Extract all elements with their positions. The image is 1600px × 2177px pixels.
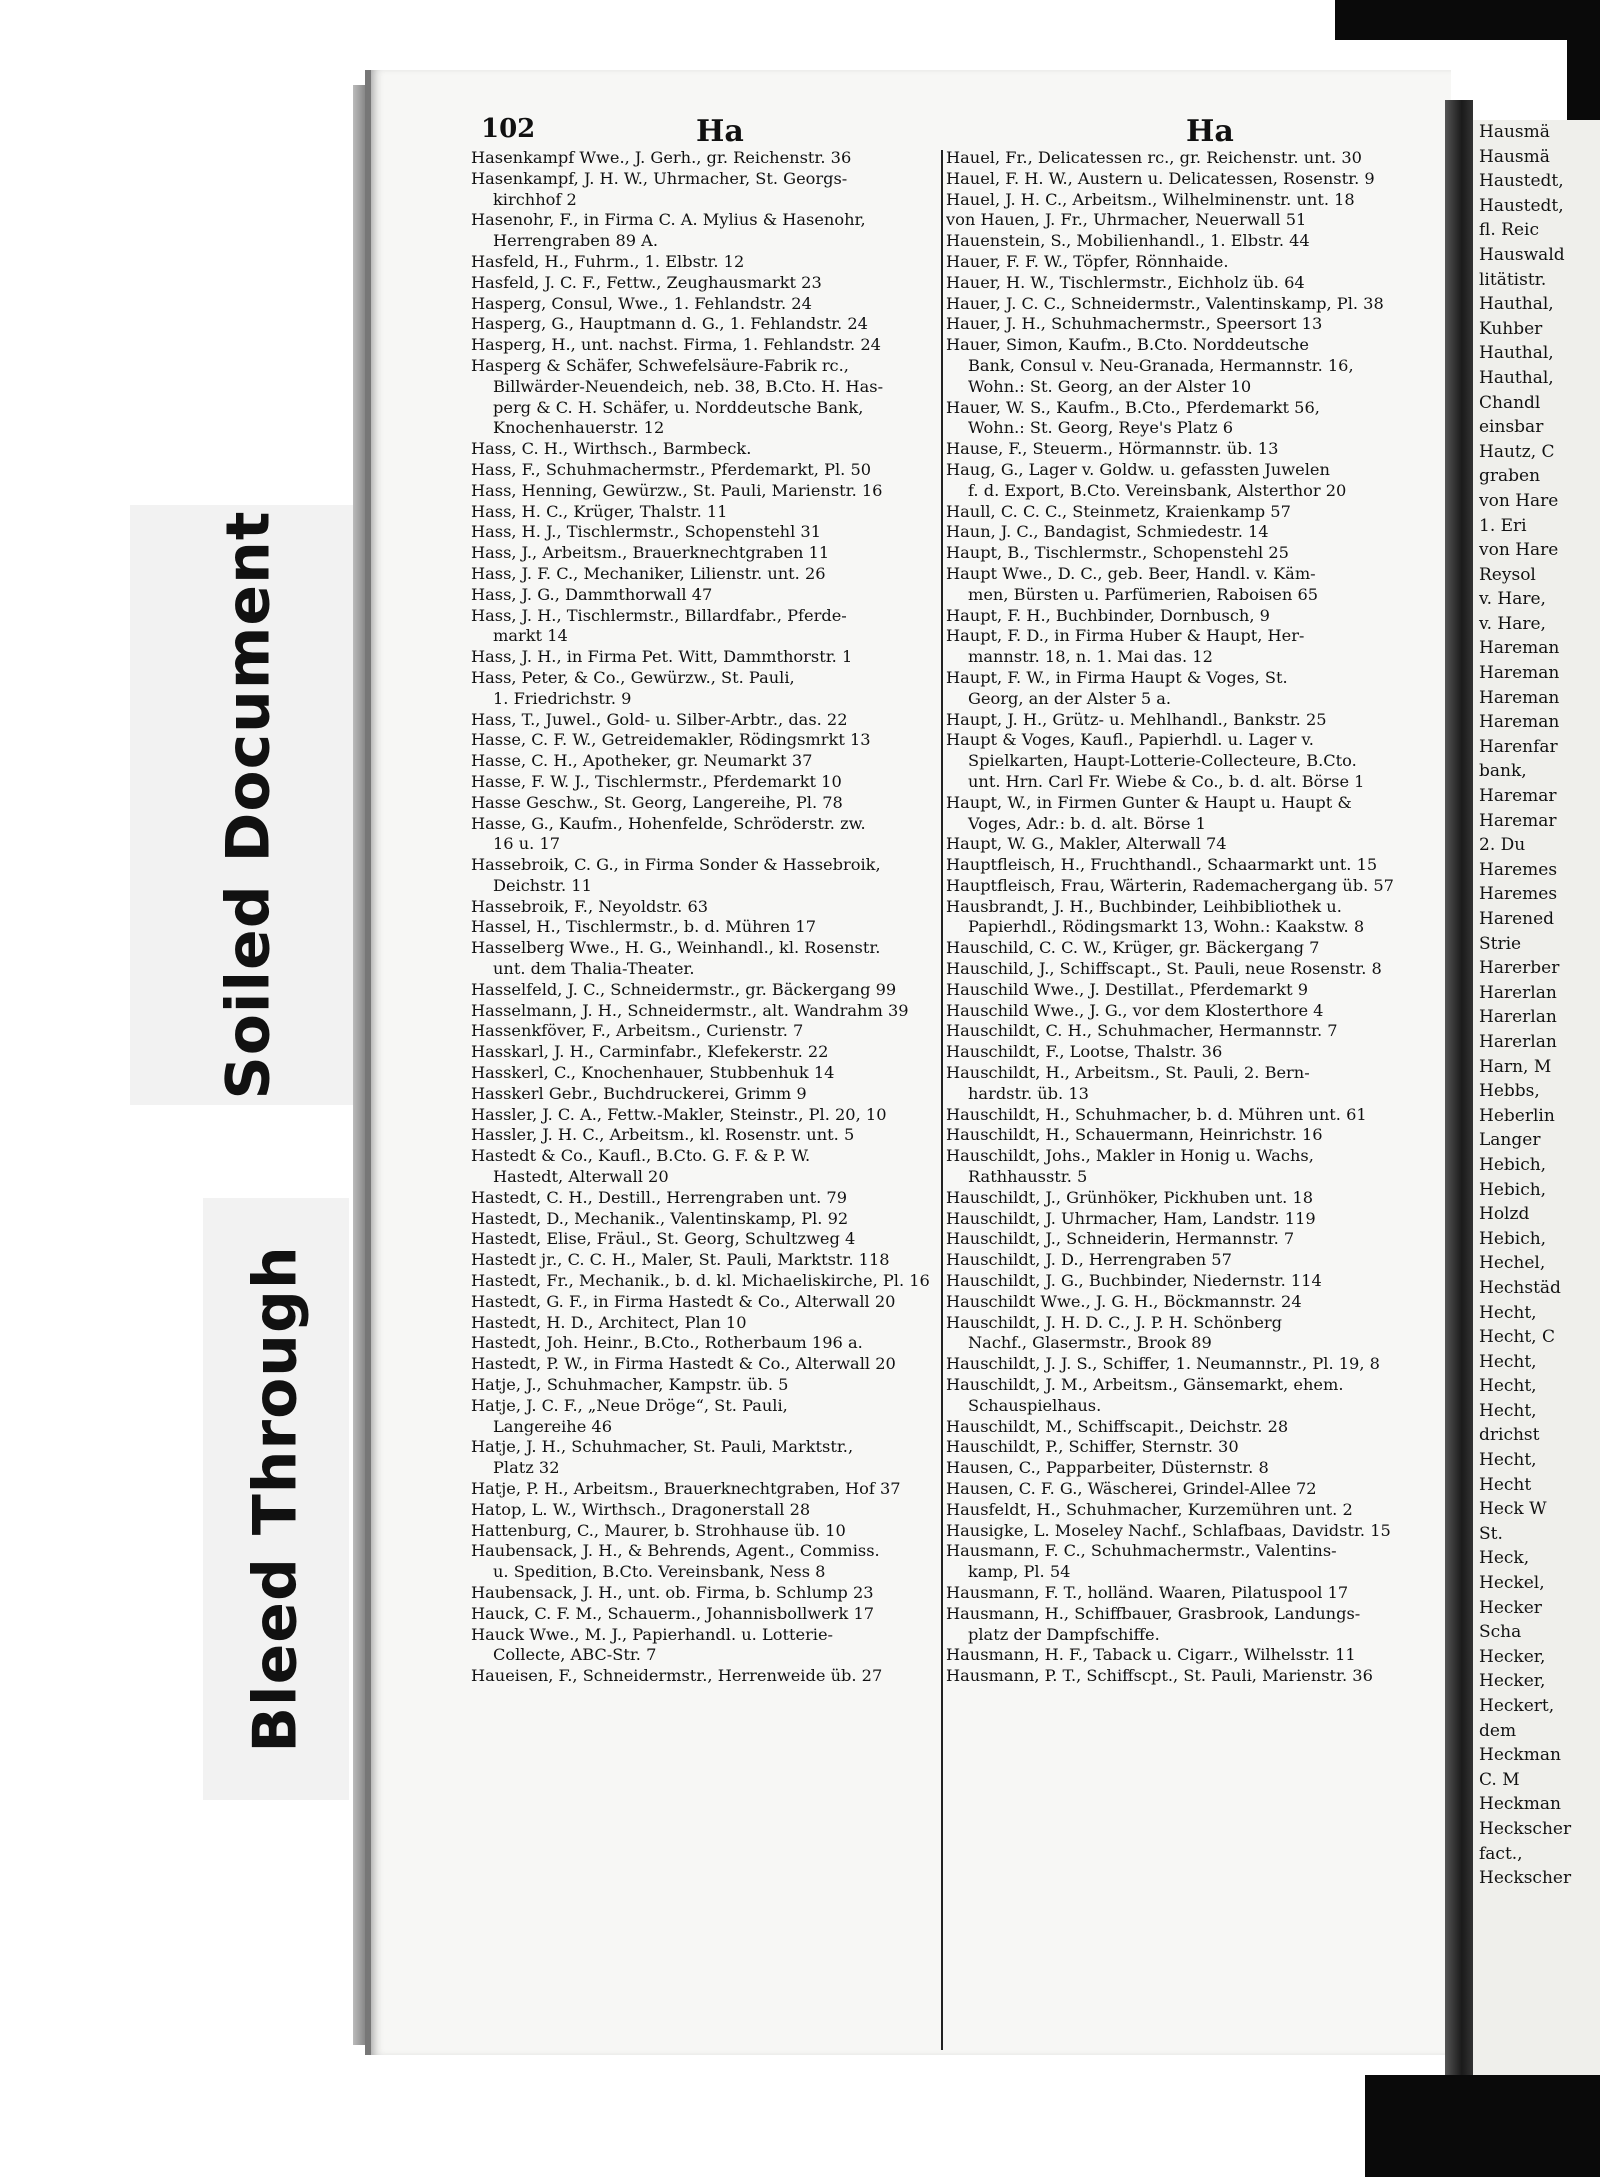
directory-entry: Haupt & Voges, Kaufl., Papierhdl. u. Lager v. <box>946 730 1314 750</box>
directory-entry: Hauel, J. H. C., Arbeitsm., Wilhelminenstr. unt. 18 <box>946 189 1355 209</box>
directory-entry: Haull, C. C. C., Steinmetz, Kraienkamp 57 <box>946 501 1291 521</box>
directory-entry: Hastedt, Joh. Heinr., B.Cto., Rotherbaum 196 a. <box>471 1333 863 1353</box>
adjacent-page-line: Kuhber <box>1479 318 1543 339</box>
adjacent-page-line: Hauthal, <box>1479 294 1554 315</box>
directory-entry: Haupt, W. G., Makler, Alterwall 74 <box>946 834 1227 854</box>
adjacent-page-line: drichst <box>1479 1425 1540 1446</box>
directory-entry: Hatje, J., Schuhmacher, Kampstr. üb. 5 <box>471 1375 789 1395</box>
directory-entry: Rathhausstr. 5 <box>968 1167 1088 1187</box>
directory-entry: unt. Hrn. Carl Fr. Wiebe & Co., b. d. alt. Börse 1 <box>968 771 1365 791</box>
directory-entry: Hauschildt, J. D., Herrengraben 57 <box>946 1250 1232 1270</box>
directory-entry: Hausfeldt, H., Schuhmacher, Kurzemühren unt. 2 <box>946 1499 1353 1519</box>
adjacent-page-line: Harened <box>1479 909 1555 929</box>
directory-entry: Hauschildt, H., Arbeitsm., St. Pauli, 2. Bern- <box>946 1063 1310 1083</box>
directory-entry: Hass, C. H., Wirthsch., Barmbeck. <box>471 439 752 459</box>
book-gutter <box>1445 100 1473 2080</box>
adjacent-page-line: Hebich, <box>1479 1179 1547 1200</box>
directory-entry: Spielkarten, Haupt-Lotterie-Collecteure, B.Cto. <box>968 751 1357 771</box>
directory-entry: Haug, G., Lager v. Goldw. u. gefassten Juwelen <box>946 459 1330 479</box>
directory-entry: Hauschildt, H., Schauermann, Heinrichstr. 16 <box>946 1125 1323 1145</box>
bleed-through-text: Bleed Through <box>241 1245 312 1753</box>
adjacent-page-line: Heckscher <box>1479 1818 1572 1839</box>
adjacent-page-line: Hareman <box>1479 638 1560 659</box>
directory-entry: Hasselmann, J. H., Schneidermstr., alt. Wandrahm 39 <box>471 1000 909 1020</box>
adjacent-page-line: Hebich, <box>1479 1154 1547 1175</box>
page-edge <box>353 85 365 2045</box>
adjacent-page-line: Hareman <box>1479 663 1560 684</box>
directory-entry: Hasperg, H., unt. nachst. Firma, 1. Fehlandstr. 24 <box>471 335 881 355</box>
directory-entry: Hausen, C., Papparbeiter, Düsternstr. 8 <box>946 1458 1269 1478</box>
column-divider <box>941 150 943 2050</box>
directory-entry: Hassebroik, C. G., in Firma Sonder & Hassebroik, <box>471 855 881 875</box>
directory-entry: Hauschildt, Johs., Makler in Honig u. Wachs, <box>946 1146 1314 1166</box>
directory-entry: Hauschildt, P., Schiffer, Sternstr. 30 <box>946 1437 1239 1457</box>
directory-entry: Hastedt, P. W., in Firma Hastedt & Co., Alterwall 20 <box>471 1354 896 1374</box>
bleed-through-label <box>203 1198 349 1800</box>
directory-entry: Hass, F., Schuhmachermstr., Pferdemarkt, Pl. 50 <box>471 459 872 479</box>
document-page <box>365 70 1451 2055</box>
scan-border-right <box>1567 0 1600 120</box>
directory-entry: Hatop, L. W., Wirthsch., Dragonerstall 28 <box>471 1499 811 1519</box>
directory-entry: Hatje, J. C. F., „Neue Dröge“, St. Pauli, <box>471 1395 788 1415</box>
directory-entry: platz der Dampfschiffe. <box>968 1624 1160 1644</box>
directory-entry: Hauer, W. S., Kaufm., B.Cto., Pferdemarkt 56, <box>946 397 1320 417</box>
adjacent-page-line: fl. Reic <box>1479 220 1539 241</box>
directory-entry: Hausbrandt, J. H., Buchbinder, Leihbibliothek u. <box>946 896 1342 916</box>
adjacent-page-line: von Hare <box>1479 540 1559 561</box>
directory-entry: Haupt, B., Tischlermstr., Schopenstehl 25 <box>946 543 1289 563</box>
directory-entry: kirchhof 2 <box>493 189 577 209</box>
directory-entry: Hasenohr, F., in Firma C. A. Mylius & Hasenohr, <box>471 210 866 230</box>
scan-border-top <box>1335 0 1600 40</box>
directory-entry: Hauer, Simon, Kaufm., B.Cto. Norddeutsche <box>946 335 1309 355</box>
page-number: 102 <box>481 114 536 144</box>
directory-entry: Deichstr. 11 <box>493 875 592 895</box>
directory-entry: perg & C. H. Schäfer, u. Norddeutsche Bank, <box>493 397 864 417</box>
directory-entry: Haupt, W., in Firmen Gunter & Haupt u. Haupt & <box>946 792 1352 812</box>
directory-entry: Hastedt, Fr., Mechanik., b. d. kl. Michaeliskirche, Pl. 16 <box>471 1271 930 1291</box>
directory-entry: Hauer, F. F. W., Töpfer, Rönnhaide. <box>946 251 1229 271</box>
directory-entry: von Hauen, J. Fr., Uhrmacher, Neuerwall 51 <box>946 210 1307 230</box>
adjacent-page-line: bank, <box>1479 761 1527 782</box>
adjacent-page-line: Harenfar <box>1479 736 1558 757</box>
directory-entry: Hass, J. H., in Firma Pet. Witt, Dammthorstr. 1 <box>471 647 853 667</box>
adjacent-page-fragment <box>1473 120 1600 2075</box>
directory-entry: Hausigke, L. Moseley Nachf., Schlafbaas, Davidstr. 15 <box>946 1520 1391 1540</box>
directory-entry: Hauel, F. H. W., Austern u. Delicatessen, Rosenstr. 9 <box>946 168 1375 188</box>
adjacent-page-line: Heck W <box>1479 1499 1547 1520</box>
soiled-document-label <box>130 505 366 1105</box>
directory-entry: Hassenkföver, F., Arbeitsm., Curienstr. 7 <box>471 1021 804 1041</box>
adjacent-page-line: Haremar <box>1479 786 1557 807</box>
directory-entry: Hasperg, Consul, Wwe., 1. Fehlandstr. 24 <box>471 293 812 313</box>
directory-entry: Hausmann, F. T., holländ. Waaren, Pilatuspool 17 <box>946 1582 1349 1602</box>
adjacent-page-line: v. Hare, <box>1479 613 1546 634</box>
directory-entry: u. Spedition, B.Cto. Vereinsbank, Ness 8 <box>493 1562 826 1582</box>
directory-entry: Haun, J. C., Bandagist, Schmiedestr. 14 <box>946 522 1269 542</box>
directory-entry: unt. dem Thalia-Theater. <box>493 959 695 979</box>
directory-entry: 1. Friedrichstr. 9 <box>493 688 632 708</box>
directory-entry: Schauspielhaus. <box>968 1395 1102 1415</box>
adjacent-page-line: Hecht, <box>1479 1400 1537 1421</box>
directory-entry: Hass, Henning, Gewürzw., St. Pauli, Marienstr. 16 <box>471 480 883 500</box>
adjacent-page-line: fact., <box>1479 1843 1523 1864</box>
directory-entry: Hauschildt, J. M., Arbeitsm., Gänsemarkt, ehem. <box>946 1375 1344 1395</box>
adjacent-page-line: Hecht, <box>1479 1351 1537 1372</box>
adjacent-page-line: Strie <box>1479 933 1522 954</box>
directory-entry: Hasfeld, J. C. F., Fettw., Zeughausmarkt 23 <box>471 272 822 292</box>
adjacent-page-line: von Hare <box>1479 490 1559 511</box>
directory-entry: Hauschildt, H., Schuhmacher, b. d. Mühren unt. 61 <box>946 1104 1367 1124</box>
adjacent-page-line: Chandl <box>1479 392 1541 413</box>
directory-entry: Hausen, C. F. G., Wäscherei, Grindel-Allee 72 <box>946 1479 1317 1498</box>
soiled-document-text: Soiled Document <box>213 510 284 1100</box>
directory-entry: Hasperg, G., Hauptmann d. G., 1. Fehlandstr. 24 <box>471 314 868 334</box>
directory-entry: Hausmann, H. F., Taback u. Cigarr., Wilhelsstr. 11 <box>946 1645 1356 1665</box>
adjacent-page-line: Hauswald <box>1479 244 1565 265</box>
adjacent-page-line: Haremes <box>1479 884 1558 905</box>
adjacent-page-line: 2. Du <box>1479 835 1526 856</box>
directory-entry: Hatje, P. H., Arbeitsm., Brauerknechtgraben, Hof 37 <box>471 1479 901 1498</box>
directory-entry: Hauschild, J., Schiffscapt., St. Pauli, neue Rosenstr. 8 <box>946 959 1382 979</box>
directory-entry: Wohn.: St. Georg, an der Alster 10 <box>968 376 1252 396</box>
directory-entry: Hass, H. C., Krüger, Thalstr. 11 <box>471 501 728 521</box>
directory-entry: Bank, Consul v. Neu-Granada, Hermannstr. 16, <box>968 355 1354 375</box>
directory-entry: Haupt, F. D., in Firma Huber & Haupt, Her- <box>946 626 1305 646</box>
adjacent-page-line: Haustedt, <box>1479 195 1564 216</box>
directory-entry: Voges, Adr.: b. d. alt. Börse 1 <box>968 813 1206 833</box>
adjacent-page-line: Harn, M <box>1479 1056 1552 1077</box>
adjacent-page-line: Hecht <box>1479 1474 1532 1495</box>
adjacent-page-line: Hauthal, <box>1479 367 1554 388</box>
adjacent-page-line: v. Hare, <box>1479 589 1546 610</box>
directory-entry: Haubensack, J. H., unt. ob. Firma, b. Schlump 23 <box>471 1582 874 1602</box>
adjacent-page-line: Haremes <box>1479 859 1558 880</box>
directory-entry: Hasskerl Gebr., Buchdruckerei, Grimm 9 <box>471 1083 807 1103</box>
left-column-heading: Ha <box>696 114 744 149</box>
directory-entry: f. d. Export, B.Cto. Vereinsbank, Alsterthor 20 <box>968 480 1347 500</box>
adjacent-page-line: einsbar <box>1479 417 1544 438</box>
adjacent-page-line: Hecht, <box>1479 1302 1537 1323</box>
directory-entry: Hauptfleisch, Frau, Wärterin, Rademachergang üb. 57 <box>946 875 1394 895</box>
directory-entry: Hastedt, C. H., Destill., Herrengraben unt. 79 <box>471 1187 847 1207</box>
directory-entry: Hauschildt, M., Schiffscapit., Deichstr. 28 <box>946 1416 1289 1436</box>
adjacent-page-line: litätistr. <box>1479 269 1547 290</box>
directory-entry: Hastedt & Co., Kaufl., B.Cto. G. F. & P. W. <box>471 1146 811 1166</box>
adjacent-page-line: Harerlan <box>1479 982 1557 1003</box>
adjacent-page-line: Hecht, <box>1479 1450 1537 1471</box>
directory-entry: Hass, Peter, & Co., Gewürzw., St. Pauli, <box>471 667 795 687</box>
page-header <box>371 110 1451 150</box>
directory-entry: Hauer, H. W., Tischlermstr., Eichholz üb. 64 <box>946 272 1305 292</box>
directory-entry: Hausmann, H., Schiffbauer, Grasbrook, Landungs- <box>946 1603 1361 1623</box>
directory-entry: Hass, T., Juwel., Gold- u. Silber-Arbtr., das. 22 <box>471 709 848 729</box>
adjacent-page-line: Heckscher <box>1479 1868 1572 1889</box>
adjacent-page-line: Hecker <box>1479 1597 1542 1618</box>
directory-entry: Hauschildt, J., Schneiderin, Hermannstr. 7 <box>946 1229 1295 1249</box>
adjacent-page-line: Hechstäd <box>1479 1277 1561 1298</box>
directory-entry: mannstr. 18, n. 1. Mai das. 12 <box>968 647 1213 667</box>
directory-entry: Hauschild Wwe., J. G., vor dem Klosterthore 4 <box>946 1000 1324 1020</box>
directory-entry: Hauschildt, F., Lootse, Thalstr. 36 <box>946 1042 1223 1062</box>
directory-entry: Hasselberg Wwe., H. G., Weinhandl., kl. Rosenstr. <box>471 938 881 958</box>
adjacent-page-line: Heckman <box>1479 1794 1561 1815</box>
directory-entry: kamp, Pl. 54 <box>968 1562 1071 1582</box>
directory-entry: Georg, an der Alster 5 a. <box>968 688 1172 708</box>
adjacent-page-line: Hecker, <box>1479 1671 1546 1692</box>
right-column <box>946 148 1416 1687</box>
directory-entry: Hass, J. H., Tischlermstr., Billardfabr., Pferde- <box>471 605 847 625</box>
directory-entry: Billwärder-Neuendeich, neb. 38, B.Cto. H. Has- <box>493 376 884 396</box>
directory-entry: Haupt, J. H., Grütz- u. Mehlhandl., Bankstr. 25 <box>946 709 1327 729</box>
directory-entry: hardstr. üb. 13 <box>968 1083 1089 1103</box>
directory-entry: Hasenkampf, J. H. W., Uhrmacher, St. Georgs- <box>471 168 848 188</box>
directory-entry: Hauptfleisch, H., Fruchthandl., Schaarmarkt unt. 15 <box>946 855 1378 875</box>
directory-entry: 16 u. 17 <box>493 834 561 854</box>
directory-entry: Hastedt, G. F., in Firma Hastedt & Co., Alterwall 20 <box>471 1291 896 1311</box>
adjacent-page-line: Haremar <box>1479 810 1557 831</box>
directory-entry: Herrengraben 89 A. <box>493 231 659 251</box>
adjacent-page-line: Reysol <box>1479 564 1536 585</box>
directory-entry: Hauschildt, J., Grünhöker, Pickhuben unt. 18 <box>946 1187 1314 1207</box>
directory-entry: Hauenstein, S., Mobilienhandl., 1. Elbstr. 44 <box>946 231 1310 251</box>
adjacent-page-line: Hecht, <box>1479 1376 1537 1397</box>
directory-entry: Hasselfeld, J. C., Schneidermstr., gr. Bäckergang 99 <box>471 979 897 999</box>
directory-entry: Hasse, C. H., Apotheker, gr. Neumarkt 37 <box>471 751 813 771</box>
directory-entry: Hass, J. G., Dammthorwall 47 <box>471 584 713 604</box>
directory-entry: Hasse, C. F. W., Getreidemakler, Rödingsmrkt 13 <box>471 730 871 750</box>
directory-entry: Nachf., Glasermstr., Brook 89 <box>968 1333 1212 1353</box>
directory-entry: Hausmann, F. C., Schuhmachermstr., Valentins- <box>946 1541 1337 1561</box>
adjacent-page-line: Hareman <box>1479 687 1560 708</box>
adjacent-page-line: Hecker, <box>1479 1646 1546 1667</box>
directory-entry: Hassebroik, F., Neyoldstr. 63 <box>471 896 709 916</box>
directory-entry: Hauschildt, J. Uhrmacher, Ham, Landstr. 119 <box>946 1208 1316 1228</box>
adjacent-page-line: Heckel, <box>1479 1573 1545 1594</box>
directory-entry: Hastedt, Alterwall 20 <box>493 1167 669 1187</box>
directory-entry: Hauck, C. F. M., Schauerm., Johannisbollwerk 17 <box>471 1603 875 1623</box>
directory-entry: Hauck Wwe., M. J., Papierhandl. u. Lotterie- <box>471 1624 834 1644</box>
adjacent-page-line: Harerlan <box>1479 1031 1557 1052</box>
directory-entry: Langereihe 46 <box>493 1416 613 1436</box>
directory-entry: Hauschildt Wwe., J. G. H., Böckmannstr. 24 <box>946 1291 1302 1311</box>
directory-entry: Hauel, Fr., Delicatessen rc., gr. Reichenstr. unt. 30 <box>946 148 1362 167</box>
adjacent-page-line: Hechel, <box>1479 1253 1546 1274</box>
directory-entry: Papierhdl., Rödingsmarkt 13, Wohn.: Kaakstw. 8 <box>968 917 1365 937</box>
adjacent-page-line: C. M <box>1479 1769 1520 1790</box>
directory-entry: Hastedt, D., Mechanik., Valentinskamp, Pl. 92 <box>471 1208 849 1228</box>
directory-entry: Hasskerl, C., Knochenhauer, Stubbenhuk 14 <box>471 1063 835 1083</box>
adjacent-page-line: Hautz, C <box>1479 441 1555 462</box>
adjacent-page-line: Heck, <box>1479 1548 1530 1569</box>
directory-entry: Hass, H. J., Tischlermstr., Schopenstehl 31 <box>471 522 822 542</box>
directory-entry: Hauschildt, J. J. S., Schiffer, 1. Neumannstr., Pl. 19, 8 <box>946 1354 1380 1374</box>
directory-entry: Hasperg & Schäfer, Schwefelsäure-Fabrik rc., <box>471 355 849 375</box>
directory-entry: Platz 32 <box>493 1458 560 1478</box>
adjacent-page-line: 1. Eri <box>1479 515 1527 536</box>
adjacent-page-line: Hausmä <box>1479 122 1550 142</box>
directory-entry: Wohn.: St. Georg, Reye's Platz 6 <box>968 418 1234 438</box>
directory-entry: Haupt, F. W., in Firma Haupt & Voges, St. <box>946 667 1288 687</box>
adjacent-page-line: dem <box>1479 1720 1517 1741</box>
adjacent-page-line: Hebbs, <box>1479 1081 1540 1102</box>
directory-entry: Hauer, J. H., Schuhmachermstr., Speersort 13 <box>946 314 1323 334</box>
adjacent-page-line: Harerber <box>1479 958 1560 979</box>
adjacent-page-line: St. <box>1479 1523 1503 1544</box>
directory-entry: Collecte, ABC-Str. 7 <box>493 1645 657 1665</box>
directory-entry: Hassler, J. H. C., Arbeitsm., kl. Rosenstr. unt. 5 <box>471 1125 855 1145</box>
directory-entry: Hatje, J. H., Schuhmacher, St. Pauli, Marktstr., <box>471 1437 854 1457</box>
directory-entry: markt 14 <box>493 626 568 646</box>
directory-entry: Hasfeld, H., Fuhrm., 1. Elbstr. 12 <box>471 251 745 271</box>
directory-entry: Haupt Wwe., D. C., geb. Beer, Handl. v. Käm- <box>946 563 1316 583</box>
directory-entry: Haubensack, J. H., & Behrends, Agent., Commiss. <box>471 1541 880 1561</box>
directory-entry: Hauer, J. C. C., Schneidermstr., Valentinskamp, Pl. 38 <box>946 293 1384 313</box>
adjacent-page-line: Haustedt, <box>1479 171 1564 192</box>
directory-entry: Hasenkampf Wwe., J. Gerh., gr. Reichenstr. 36 <box>471 148 852 167</box>
adjacent-page-line: Hauthal, <box>1479 343 1554 364</box>
directory-entry: Haupt, F. H., Buchbinder, Dornbusch, 9 <box>946 605 1270 625</box>
directory-entry: Hasse Geschw., St. Georg, Langereihe, Pl. 78 <box>471 792 843 812</box>
directory-entry: Hauschildt, J. H. D. C., J. P. H. Schönberg <box>946 1312 1282 1332</box>
directory-entry: men, Bürsten u. Parfümerien, Raboisen 65 <box>968 584 1319 604</box>
adjacent-page-line: graben <box>1479 466 1541 487</box>
directory-entry: Hass, J., Arbeitsm., Brauerknechtgraben 11 <box>471 543 830 563</box>
left-column <box>471 148 941 1687</box>
right-column-heading: Ha <box>1186 114 1234 149</box>
adjacent-page-line: Holzd <box>1479 1204 1530 1225</box>
adjacent-page-line: Heckman <box>1479 1745 1561 1766</box>
adjacent-page-line: Hausmä <box>1479 146 1550 167</box>
adjacent-page-line: Harerlan <box>1479 1007 1557 1028</box>
directory-entry: Hausmann, P. T., Schiffscpt., St. Pauli, Marienstr. 36 <box>946 1666 1373 1686</box>
directory-entry: Hastedt, Elise, Fräul., St. Georg, Schultzweg 4 <box>471 1229 856 1249</box>
directory-entry: Hasskarl, J. H., Carminfabr., Klefekerstr. 22 <box>471 1042 829 1062</box>
adjacent-page-line: Heckert, <box>1479 1696 1555 1716</box>
directory-entry: Hause, F., Steuerm., Hörmannstr. üb. 13 <box>946 439 1279 459</box>
adjacent-page-line: Heberlin <box>1479 1105 1555 1126</box>
directory-entry: Hassel, H., Tischlermstr., b. d. Mühren 17 <box>471 917 817 937</box>
scan-border-bottom <box>1365 2075 1600 2177</box>
directory-entry: Hastedt, H. D., Architect, Plan 10 <box>471 1312 747 1332</box>
adjacent-page-line: Hecht, C <box>1479 1327 1556 1348</box>
directory-entry: Hass, J. F. C., Mechaniker, Lilienstr. unt. 26 <box>471 563 826 583</box>
directory-entry: Hattenburg, C., Maurer, b. Strohhause üb. 10 <box>471 1520 846 1540</box>
adjacent-page-line: Langer <box>1479 1130 1541 1151</box>
adjacent-page-line: Hareman <box>1479 712 1560 733</box>
directory-entry: Hasse, G., Kaufm., Hohenfelde, Schröderstr. zw. <box>471 813 866 833</box>
adjacent-page-line: Hebich, <box>1479 1228 1547 1249</box>
directory-entry: Hassler, J. C. A., Fettw.-Makler, Steinstr., Pl. 20, 10 <box>471 1104 887 1124</box>
directory-entry: Haueisen, F., Schneidermstr., Herrenweide üb. 27 <box>471 1666 883 1686</box>
directory-entry: Hauschildt, J. G., Buchbinder, Niedernstr. 114 <box>946 1271 1322 1291</box>
directory-entry: Hasse, F. W. J., Tischlermstr., Pferdemarkt 10 <box>471 771 842 791</box>
directory-entry: Knochenhauerstr. 12 <box>493 418 665 438</box>
directory-entry: Hauschildt, C. H., Schuhmacher, Hermannstr. 7 <box>946 1021 1338 1041</box>
adjacent-page-line: Scha <box>1479 1622 1522 1643</box>
directory-entry: Hastedt jr., C. C. H., Maler, St. Pauli, Marktstr. 118 <box>471 1250 890 1270</box>
directory-entry: Hauschild Wwe., J. Destillat., Pferdemarkt 9 <box>946 979 1309 999</box>
directory-entry: Hauschild, C. C. W., Krüger, gr. Bäckergang 7 <box>946 938 1320 958</box>
